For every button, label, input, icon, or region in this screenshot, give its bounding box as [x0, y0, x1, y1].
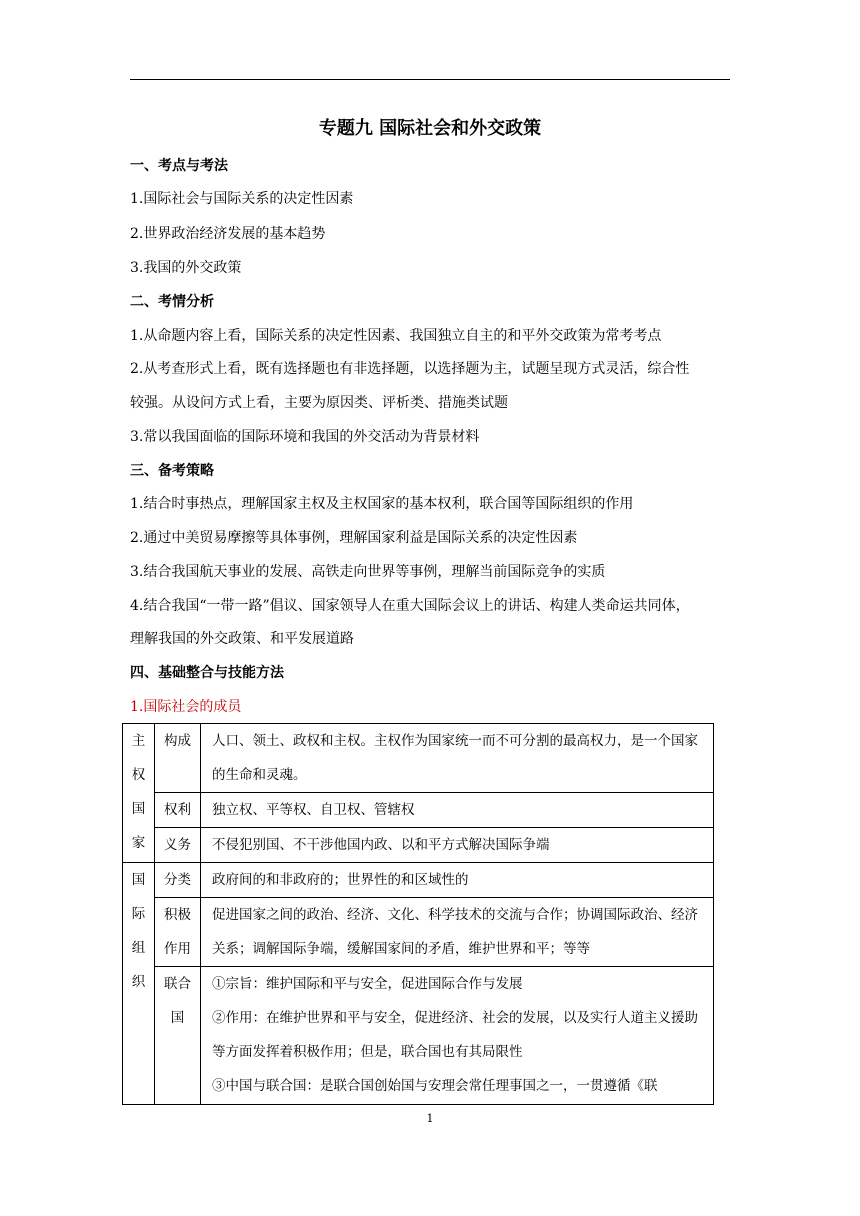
classification-key: 分类: [155, 863, 201, 898]
classification-value: 政府间的和非政府的；世界性的和区域性的: [201, 863, 714, 898]
composition-value: 人口、领土、政权和主权。主权作为国家统一而不可分割的最高权力，是一个国家的生命和灵魂。: [201, 724, 714, 793]
page-number: 1: [426, 1112, 434, 1125]
header-rule: [130, 79, 730, 80]
obligations-key: 义务: [155, 828, 201, 863]
un-purpose: ①宗旨：维护国际和平与安全，促进国际合作与发展: [212, 976, 523, 992]
s3-item-1: 1.结合时事热点，理解国家主权及主权国家的基本权利，联合国等国际组织的作用: [130, 496, 634, 512]
s1-item-2: 2.世界政治经济发展的基本趋势: [130, 226, 326, 242]
page-title: 专题九 国际社会和外交政策: [318, 118, 542, 139]
un-role: ②作用：在维护世界和平与安全，促进经济、社会的发展，以及实行人道主义援助等方面发挥着积极作用；但是，联合国也有其局限性: [212, 1010, 698, 1060]
s3-item-4-line-1: 4.结合我国“一带一路”倡议、国家领导人在重大国际会议上的讲话、构建人类命运共同体，: [130, 598, 690, 614]
rights-key: 权利: [155, 793, 201, 828]
section-3-heading: 三、备考策略: [130, 463, 214, 479]
s2-item-1: 1.从命题内容上看，国际关系的决定性因素、我国独立自主的和平外交政策为常考考点: [130, 328, 662, 344]
un-china: ③中国与联合国：是联合国创始国与安理会常任理事国之一，一贯遵循《联: [212, 1078, 658, 1094]
composition-key: 构成: [155, 724, 201, 793]
s1-item-3: 3.我国的外交政策: [130, 260, 242, 276]
intl-org-label: 国 际 组 织: [123, 863, 155, 1105]
section-4-heading: 四、基础整合与技能方法: [130, 665, 284, 681]
obligations-value: 不侵犯别国、不干涉他国内政、以和平方式解决国际争端: [201, 828, 714, 863]
s2-item-2-line-1: 2.从考查形式上看，既有选择题也有非选择题，以选择题为主，试题呈现方式灵活，综合性: [130, 361, 690, 377]
positive-role-key: 积极 作用: [155, 898, 201, 967]
s2-item-2-line-2: 较强。从设问方式上看，主要为原因类、评析类、措施类试题: [130, 395, 508, 411]
rights-value: 独立权、平等权、自卫权、管辖权: [201, 793, 714, 828]
s3-item-2: 2.通过中美贸易摩擦等具体事例，理解国家利益是国际关系的决定性因素: [130, 530, 578, 546]
s2-item-3: 3.常以我国面临的国际环境和我国的外交活动为背景材料: [130, 429, 480, 445]
members-table: [122, 723, 714, 1105]
un-key: 联合 国: [155, 967, 201, 1105]
un-value: [201, 967, 714, 1105]
s1-item-1: 1.国际社会与国际关系的决定性因素: [130, 191, 354, 207]
section-1-heading: 一、考点与考法: [130, 158, 228, 174]
s3-item-3: 3.结合我国航天事业的发展、高铁走向世界等事例，理解当前国际竞争的实质: [130, 564, 606, 580]
sovereign-state-label: 主 权 国 家: [123, 724, 155, 863]
section-2-heading: 二、考情分析: [130, 294, 214, 310]
subsection-heading: 1.国际社会的成员: [130, 699, 242, 715]
s3-item-4-line-2: 理解我国的外交政策、和平发展道路: [130, 631, 354, 647]
positive-role-value: 促进国家之间的政治、经济、文化、科学技术的交流与合作；协调国际政治、经济关系；调解国际争端，缓解国家间的矛盾，维护世界和平；等等: [201, 898, 714, 967]
